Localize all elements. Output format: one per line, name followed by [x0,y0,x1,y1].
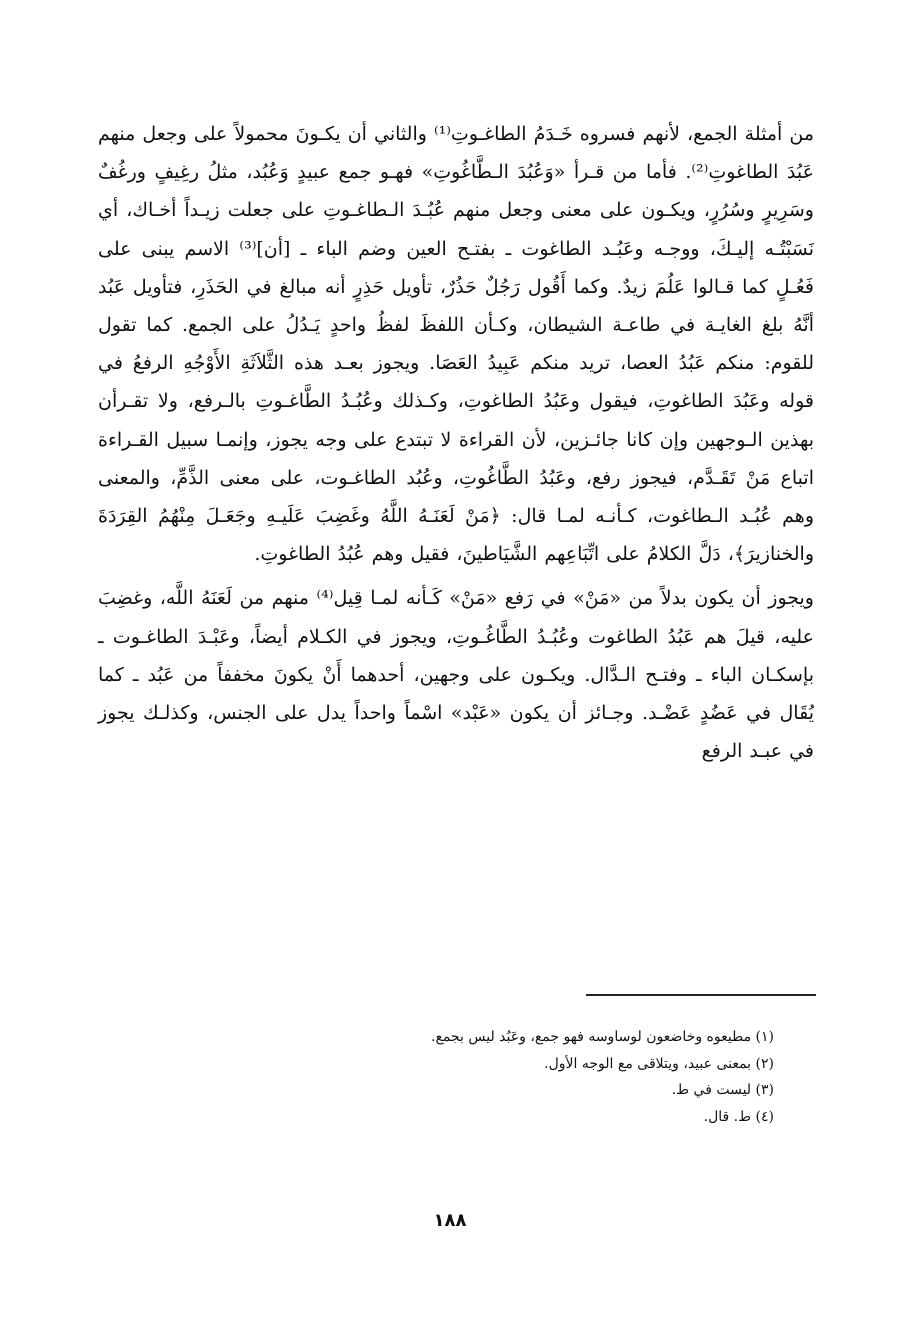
footnote-2: (٢) بمعنى عبيد، ويتلاقى مع الوجه الأول. [544,1055,774,1072]
paragraph-1: من أمثلة الجمع، لأنهم فسروه خَـدَمُ الطاغـوتِ⁽¹⁾ والثاني أن يكـونَ محمولاً على وجعل منهم عَبُدَ الطاغوتِ⁽²⁾. فأما من قـرأ «وَعُبُدَ الـطَّاغُوتِ» فهـو جمع عبيدٍ وَعُبُد، مثلُ رغِيفٍ ورغُفٌ وسَرِيرٍ وسُرُرٍ، ويكـون على معنى وجعل منهم عُبُـدَ الـطاغـوتِ على جعلت زيـداً أخـاك، أي نَسَبْتُـه إليـكَ، ووجـه وعَبُـد الطاغوت ـ بفتـح العين وضم الباء ـ [أن]⁽³⁾ الاسم يبنى على فَعُـلٍ كما قـالوا عَلُمَ زيدٌ. وكما أَقُول رَجُلٌ حَذُرٌ، تأويل حَذِرٍ أنه مبالغ في الحَذَرِ، فتأويل عَبُد أنَّهُ بلغ الغايـة في طاعـة الشيطان، وكـأن اللفظَ لفظُ واحدٍ يَـدُلُ على الجمع. كما تقول للقوم: منكم عَبُدُ العصا، تريد منكم عَبِيدُ العَصَا. ويجوز بعـد هذه الثَّلاَثَةِ الأَوْجُهِ الرفعُ في قوله وعَبُدَ الطاغوتِ، فيقول وعَبُدُ الطاغوتِ، وكـذلك وعُبُـدُ الطَّاغـوتِ بالـرفع، ولا تقـرأن بهذين الـوجهين وإن كانا جائـزين، لأن القراءة لا تبتدع على وجه يجوز، وإنمـا سبيل القـراءة اتباع مَنْ تَقَـدَّم، فيجوز رفع، وعَبُدُ الطَّاغُوتِ، وعُبُد الطاغـوت، على معنى الذَّمِّ، والمعنى وهم عُبُـد الـطاغوت، كـأنـه لمـا قال: ﴿مَنْ لَعَنَـهُ اللَّهُ وغَضِبَ عَلَيـهِ وجَعَـلَ مِنْهُمُ القِرَدَةَ والخنازيرَ﴾، دَلَّ الكلامُ على اتِّبَاعِهم الشَّيَاطينَ، فقيل وهم عُبُدُ الطاغوتِ. [98,123,815,566]
footnote-1: (١) مطيعوه وخاضعون لوساوسه فهو جمع، وعَبُد ليس بجمع. [431,1029,774,1045]
footnote-separator-rule [586,994,816,996]
paragraph-2: ويجوز أن يكون بدلاً من «مَنْ» في رَفع «مَنْ» كَـأنه لمـا قِيل⁽⁴⁾ منهم من لَعَنَهُ اللَّه، وغضِبَ عليه، قيلَ هم عَبُدُ الطاغوت وعُبُـدُ الطَّاغُـوتِ، ويجوز في الكـلام أيضاً، وعَبْـدَ الطاغـوت ـ بإسكـان الباء ـ وفتـح الـدَّال. ويكـون على وجهين، أحدهما أَنْ يكونَ مخففاً من عَبُد ـ كما يُقَال في عَضُدٍ عَضْـد. وجـائز أن يكون «عَبْد» اسْماً واحداً يدل على الجنس، وكذلـك يجوز في عبـد الرفع [98,587,814,763]
footnote-3: (٣) ليست في ط. [671,1082,774,1098]
footnote-4: (٤) ط. قال. [703,1108,774,1125]
main-text-body [98,115,814,770]
page-number: ١٨٨ [433,1210,467,1231]
footnotes [300,1024,774,1130]
